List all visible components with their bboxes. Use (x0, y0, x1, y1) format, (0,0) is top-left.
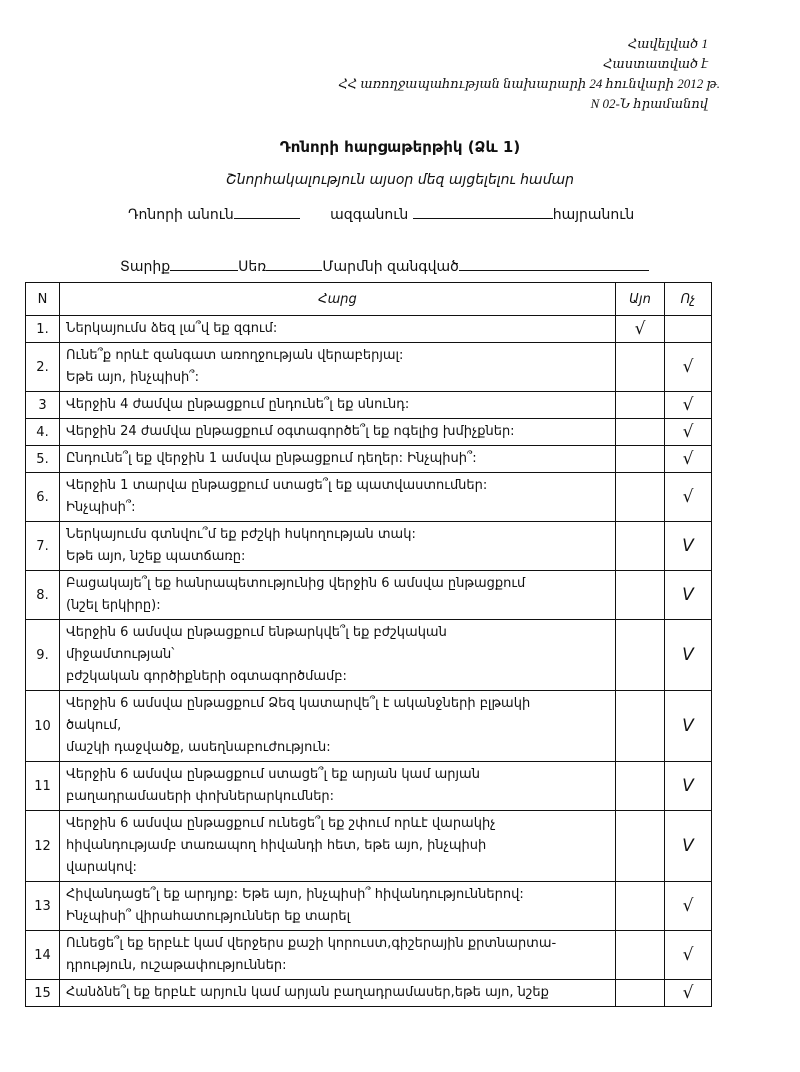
header-appendix: Հավելված 1 (627, 36, 708, 51)
question-number: 2. (26, 343, 60, 392)
table-row (26, 446, 712, 473)
question-line: Վերջին 6 ամսվա ընթացքում Ձեզ կատարվե՞լ է ականջների բլթակի (66, 696, 531, 711)
question-text (60, 882, 616, 931)
answer-no-cell[interactable] (665, 571, 712, 620)
question-number: 14 (26, 931, 60, 980)
answer-no-cell[interactable] (665, 762, 712, 811)
question-text (60, 931, 616, 980)
question-line: Վերջին 1 տարվա ընթացքում ստացե՞լ եք պատվաստումներ: (66, 478, 488, 493)
question-line: մաշկի դաջվածք, ասեղնաբուժություն: (66, 740, 331, 755)
question-number: 11 (26, 762, 60, 811)
question-line: Հիվանդացե՞լ եք արդյոք: Եթե այո, ինչպիսի՞ հիվանդություններով: (66, 887, 524, 902)
checkmark-no: √ (682, 422, 694, 442)
answer-yes-cell[interactable] (616, 931, 665, 980)
answer-no-cell[interactable] (665, 522, 712, 571)
table-row (26, 419, 712, 446)
answer-yes-cell[interactable] (616, 571, 665, 620)
answer-yes-cell[interactable] (616, 811, 665, 882)
checkmark-no: V (682, 645, 694, 665)
patronymic-label: հայրանուն (552, 207, 635, 223)
question-number: 3 (26, 392, 60, 419)
question-number: 15 (26, 980, 60, 1007)
table-row (26, 691, 712, 762)
header-order-number: N 02-Ն հրամանով (590, 96, 708, 111)
question-text (60, 419, 616, 446)
question-number: 5. (26, 446, 60, 473)
table-row (26, 811, 712, 882)
answer-yes-cell[interactable] (616, 473, 665, 522)
table-row (26, 392, 712, 419)
surname-label: ազգանուն (330, 207, 409, 223)
questions-body (26, 316, 712, 1007)
question-number: 1. (26, 316, 60, 343)
checkmark-no: √ (682, 896, 694, 916)
question-line: Ինչպիսի՞: (66, 500, 136, 515)
question-number: 4. (26, 419, 60, 446)
question-text (60, 473, 616, 522)
header-question: Հարց (60, 283, 616, 316)
answer-yes-cell[interactable] (616, 882, 665, 931)
question-line: Բացակայե՞լ եք հանրապետությունից վերջին 6 ամսվա ընթացքում (66, 576, 526, 591)
checkmark-no: √ (682, 983, 694, 1003)
question-line: դրություն, ուշաթափություններ: (66, 958, 287, 973)
question-number: 10 (26, 691, 60, 762)
answer-no-cell[interactable] (665, 691, 712, 762)
question-line: Վերջին 4 ժամվա ընթացքում ընդունե՞լ եք սնունդ: (66, 397, 410, 412)
answer-yes-cell[interactable] (616, 691, 665, 762)
question-line: Ընդունե՞լ եք վերջին 1 ամսվա ընթացքում դեղեր: Ինչպիսի՞: (66, 451, 477, 466)
question-text (60, 446, 616, 473)
question-number: 13 (26, 882, 60, 931)
table-row (26, 343, 712, 392)
table-row (26, 620, 712, 691)
answer-yes-cell[interactable] (616, 419, 665, 446)
answer-no-cell[interactable] (665, 811, 712, 882)
question-text (60, 392, 616, 419)
question-line: Վերջին 6 ամսվա ընթացքում ունեցե՞լ եք շփում որևէ վարակիչ (66, 816, 496, 831)
question-text (60, 522, 616, 571)
answer-yes-cell[interactable] (616, 392, 665, 419)
questions-table (25, 282, 712, 1007)
table-row (26, 980, 712, 1007)
checkmark-no: V (682, 776, 694, 796)
answer-no-cell[interactable] (665, 343, 712, 392)
checkmark-no: V (682, 536, 694, 556)
age-label: Տարիք (120, 259, 171, 275)
answer-yes-cell[interactable] (616, 522, 665, 571)
answer-no-cell[interactable] (665, 473, 712, 522)
question-line: Ներկայումս ձեզ լա՞վ եք զգում: (66, 321, 278, 336)
checkmark-no: V (682, 716, 694, 736)
table-row (26, 882, 712, 931)
table-row (26, 316, 712, 343)
sex-blank[interactable] (266, 256, 322, 271)
approval-header (338, 34, 720, 114)
question-line: Վերջին 24 ժամվա ընթացքում օգտագործե՞լ եք ոգելից խմիչքներ: (66, 424, 515, 439)
question-text (60, 691, 616, 762)
question-number: 8. (26, 571, 60, 620)
header-approved: Հաստատված է (603, 56, 708, 71)
person-fields-row (120, 256, 649, 275)
question-text (60, 343, 616, 392)
age-blank[interactable] (170, 256, 238, 271)
table-header-row (26, 283, 712, 316)
body-weight-blank[interactable] (459, 256, 649, 271)
question-line: վարակով: (66, 860, 137, 875)
checkmark-no: √ (682, 449, 694, 469)
page-title: Դոնորի հարցաթերթիկ (Ձև 1) (279, 138, 521, 156)
sex-label: Սեռ (238, 259, 267, 275)
checkmark-no: √ (682, 487, 694, 507)
checkmark-no: √ (682, 945, 694, 965)
surname-blank[interactable] (413, 204, 553, 219)
question-line: միջամտության՝ (66, 647, 175, 662)
question-number: 12 (26, 811, 60, 882)
question-text (60, 980, 616, 1007)
header-no: Ոչ (665, 283, 712, 316)
question-line: հիվանդությամբ տառապող հիվանդի հետ, եթե այո, ինչպիսի (66, 838, 487, 853)
answer-no-cell[interactable] (665, 316, 712, 343)
question-number: 6. (26, 473, 60, 522)
table-row (26, 931, 712, 980)
checkmark-yes: √ (634, 319, 646, 339)
question-line: Հանձնե՞լ եք երբևէ արյուն կամ արյան բաղադրամասեր,եթե այո, նշեք (66, 985, 549, 1000)
question-line: Եթե այո, նշեք պատճառը: (66, 549, 246, 564)
answer-no-cell[interactable] (665, 419, 712, 446)
answer-yes-cell[interactable] (616, 620, 665, 691)
table-row (26, 571, 712, 620)
question-line: բժշկական գործիքների օգտագործմամբ: (66, 669, 347, 684)
question-line: Ունե՞ք որևէ զանգատ առողջության վերաբերյալ: (66, 348, 404, 363)
table-row (26, 522, 712, 571)
question-text (60, 571, 616, 620)
checkmark-no: √ (682, 357, 694, 377)
answer-no-cell[interactable] (665, 882, 712, 931)
question-number: 7. (26, 522, 60, 571)
checkmark-no: √ (682, 395, 694, 415)
question-text (60, 620, 616, 691)
answer-no-cell[interactable] (665, 980, 712, 1007)
answer-yes-cell[interactable] (616, 980, 665, 1007)
question-line: Ունեցե՞լ եք երբևէ կամ վերջերս քաշի կորուստ,գիշերային քրտնարտա- (66, 936, 557, 951)
donor-name-blank[interactable] (234, 204, 300, 219)
question-line: Վերջին 6 ամսվա ընթացքում ստացե՞լ եք արյան կամ արյան (66, 767, 480, 782)
answer-no-cell[interactable] (665, 931, 712, 980)
question-text (60, 811, 616, 882)
header-ministry-order: ՀՀ առողջապահության նախարարի 24 հունվարի 2012 թ. (338, 76, 720, 91)
question-line: բաղադրամասերի փոխներարկումներ: (66, 789, 335, 804)
question-text (60, 762, 616, 811)
question-line: Ինչպիսի՞ վիրահատություններ եք տարել (66, 909, 351, 924)
name-fields-row (128, 204, 634, 223)
answer-no-cell[interactable] (665, 446, 712, 473)
question-line: Եթե այո, ինչպիսի՞: (66, 370, 199, 385)
question-line: Վերջին 6 ամսվա ընթացքում ենթարկվե՞լ եք բժշկական (66, 625, 447, 640)
header-yes: Այո (616, 283, 665, 316)
question-text (60, 316, 616, 343)
question-line: Ներկայումս գտնվու՞մ եք բժշկի հսկողության տակ: (66, 527, 416, 542)
header-number: N (26, 283, 60, 316)
answer-yes-cell[interactable] (616, 316, 665, 343)
question-line: (նշել երկիրը): (66, 598, 161, 613)
table-row (26, 762, 712, 811)
checkmark-no: V (682, 836, 694, 856)
checkmark-no: V (682, 585, 694, 605)
donor-name-label: Դոնորի անուն (128, 207, 234, 223)
body-weight-label: Մարմնի զանգված (322, 259, 459, 275)
answer-no-cell[interactable] (665, 392, 712, 419)
answer-yes-cell[interactable] (616, 762, 665, 811)
page-subtitle: Շնորհակալություն այսօր մեզ այցելելու համար (226, 172, 574, 188)
answer-yes-cell[interactable] (616, 343, 665, 392)
answer-no-cell[interactable] (665, 620, 712, 691)
table-row (26, 473, 712, 522)
answer-yes-cell[interactable] (616, 446, 665, 473)
question-number: 9. (26, 620, 60, 691)
question-line: ծակում, (66, 718, 122, 733)
